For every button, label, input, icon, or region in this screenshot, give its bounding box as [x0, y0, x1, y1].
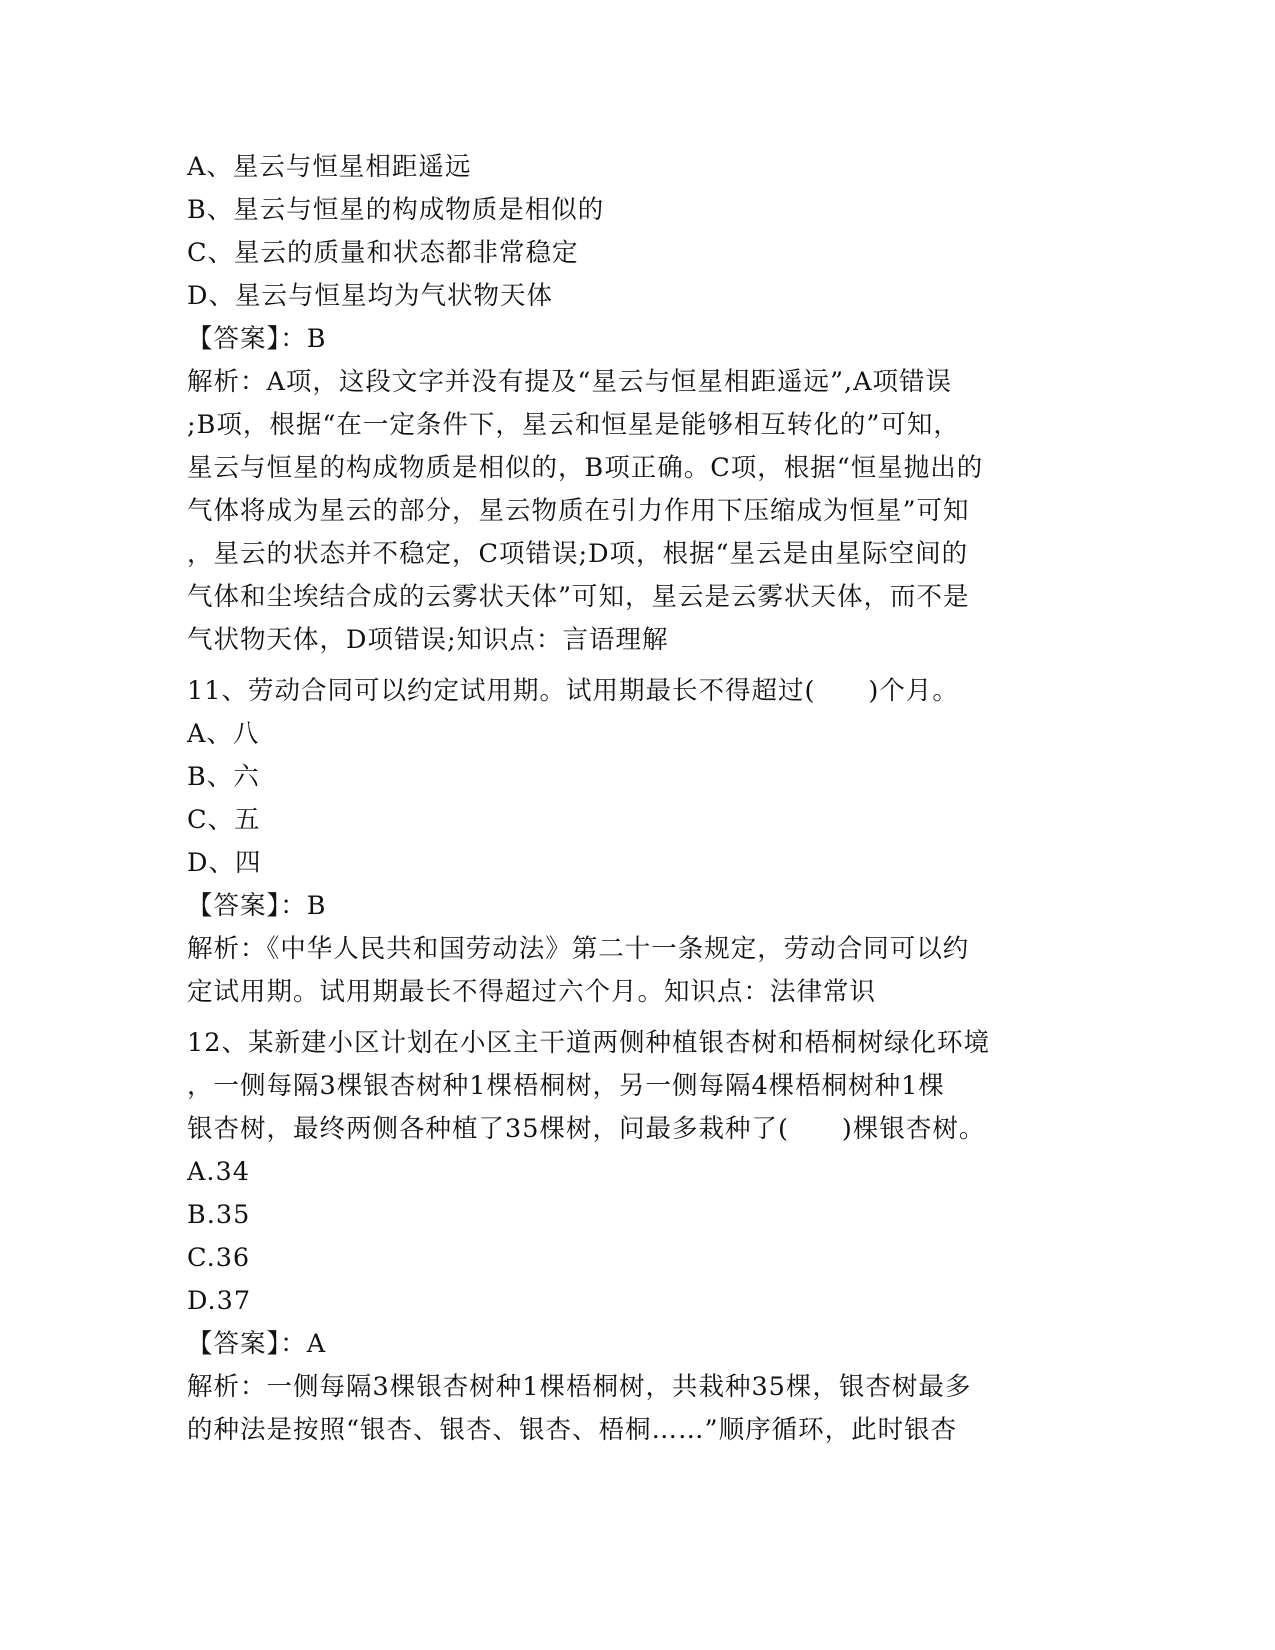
q10-option-d: D、星云与恒星均为气状物天体: [187, 281, 553, 311]
q11-block: [187, 670, 1087, 1014]
q11-option-d: D、四: [187, 848, 262, 878]
q12-option-d: D.37: [187, 1286, 252, 1316]
q10-answer: 【答案】：B: [187, 324, 327, 354]
q11-analysis-line: 解析：《中华人民共和国劳动法》第二十一条规定，劳动合同可以约: [187, 934, 970, 964]
q11-option-c: C、五: [187, 805, 261, 835]
q12-analysis-line: 的种法是按照“银杏、银杏、银杏、梧桐……”顺序循环，此时银杏: [187, 1415, 958, 1445]
q10-option-b: B、星云与恒星的构成物质是相似的: [187, 195, 605, 225]
q12-question-line: ，一侧每隔3棵银杏树种1棵梧桐树，另一侧每隔4棵梧桐树种1棵: [187, 1071, 945, 1101]
q11-answer: 【答案】：B: [187, 891, 327, 921]
q11-option-b: B、六: [187, 762, 260, 792]
q11-analysis-line: 定试用期。试用期最长不得超过六个月。知识点：法律常识: [187, 977, 877, 1007]
q12-question-line: 12、某新建小区计划在小区主干道两侧种植银杏树和梧桐树绿化环境: [187, 1028, 990, 1058]
q10-analysis-line: ，星云的状态并不稳定，C项错误;D项，根据“星云是由星际空间的: [187, 539, 969, 569]
q11-question: 11、劳动合同可以约定试用期。试用期最长不得超过( )个月。: [187, 676, 959, 706]
q10-analysis-line: 解析：A项，这段文字并没有提及“星云与恒星相距遥远”,A项错误: [187, 367, 953, 397]
q12-question-line: 银杏树，最终两侧各种植了35棵树，问最多栽种了( )棵银杏树。: [187, 1114, 986, 1144]
q12-option-c: C.36: [187, 1243, 251, 1273]
q10-analysis-line: 星云与恒星的构成物质是相似的，B项正确。C项，根据“恒星抛出的: [187, 453, 984, 483]
q10-analysis-line: 气体和尘埃结合成的云雾状天体”可知，星云是云雾状天体，而不是: [187, 582, 970, 612]
q10-option-a: A、星云与恒星相距遥远: [187, 152, 472, 182]
q10-analysis-line: 气体将成为星云的部分，星云物质在引力作用下压缩成为恒星”可知: [187, 496, 970, 526]
q10-analysis-line: ;B项，根据“在一定条件下，星云和恒星是能够相互转化的”可知，: [187, 410, 960, 440]
document-page: [187, 146, 1087, 1452]
q10-analysis: [187, 361, 1087, 662]
q12-block: [187, 1022, 1087, 1452]
q10-options: [187, 146, 1087, 318]
q12-analysis-line: 解析：一侧每隔3棵银杏树种1棵梧桐树，共栽种35棵，银杏树最多: [187, 1372, 972, 1402]
q10-analysis-line: 气状物天体，D项错误;知识点：言语理解: [187, 625, 669, 655]
q11-option-a: A、八: [187, 719, 260, 749]
q10-option-c: C、星云的质量和状态都非常稳定: [187, 238, 579, 268]
q12-option-a: A.34: [187, 1157, 250, 1187]
q12-answer: 【答案】：A: [187, 1329, 327, 1359]
q12-option-b: B.35: [187, 1200, 251, 1230]
